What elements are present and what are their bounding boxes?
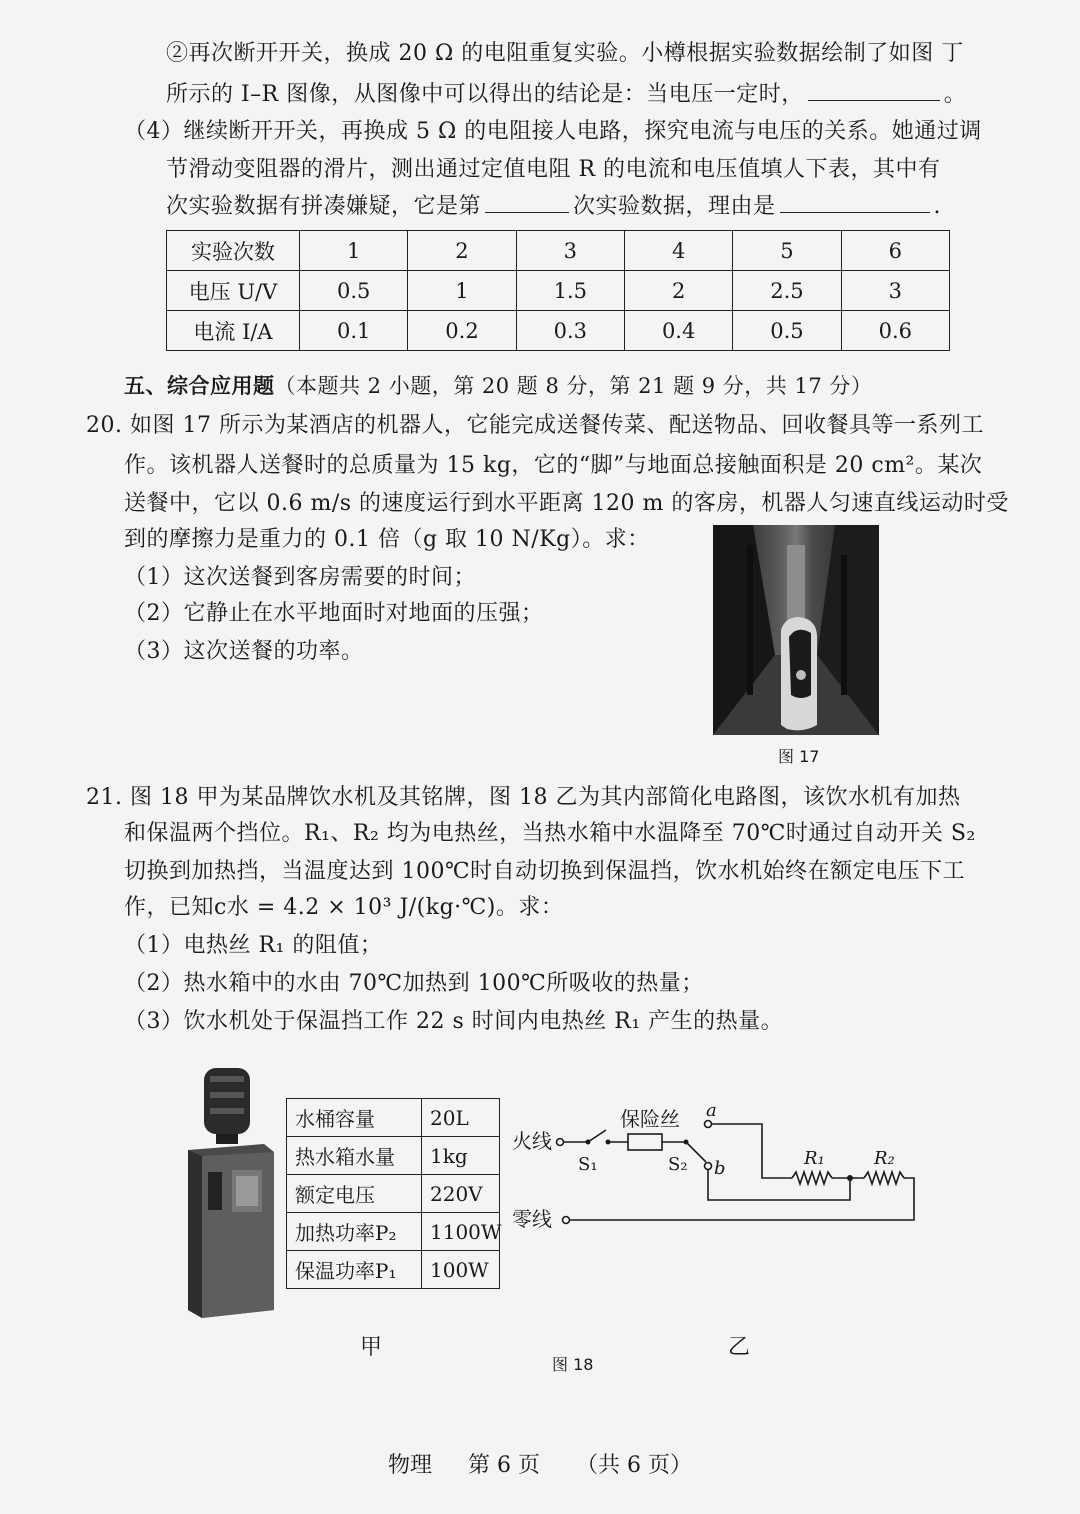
table-row-header: 实验次数 (167, 231, 300, 271)
q4-line3-mid: 次实验数据，理由是 (573, 194, 776, 219)
q4-line3-end: . (933, 194, 942, 219)
q21-subq2: （2）热水箱中的水由 70℃加热到 100℃所吸收的热量； (124, 971, 704, 996)
table-cell: 1 (300, 231, 408, 271)
contact-a (705, 1121, 712, 1128)
q19-text-line1: ②再次断开开关，换成 20 Ω 的电阻重复实验。小樽根据实验数据绘制了如图 丁 (166, 41, 964, 66)
table-row (287, 1213, 500, 1251)
table-cell: 2 (408, 231, 516, 271)
q19-text-line2 (166, 78, 966, 111)
table-cell: 0.5 (300, 271, 408, 311)
q4-line3-pre: 次实验数据有拼凑嫌疑，它是第 (166, 194, 482, 219)
q21-text-line3: 切换到加热挡，当温度达到 100℃时自动切换到保温挡，饮水机始终在额定电压下工 (124, 859, 966, 884)
section-title-text: 五、综合应用题 (124, 374, 275, 398)
table-row (167, 231, 950, 271)
s1-label: S₁ (578, 1154, 598, 1175)
spec-key: 额定电压 (287, 1175, 422, 1213)
section-note: （本题共 2 小题，第 20 题 8 分，第 21 题 9 分，共 17 分） (274, 374, 873, 398)
q4-text-line3 (166, 190, 941, 223)
q21-subq1: （1）电热丝 R₁ 的阻值； (124, 933, 383, 958)
resistor-r2 (864, 1172, 904, 1184)
q4-text-line1: （4）继续断开开关，再换成 5 Ω 的电阻接人电路，探究电流与电压的关系。她通过调 (124, 119, 982, 144)
answer-blank[interactable] (808, 78, 940, 101)
contact-b-label: b (714, 1158, 726, 1179)
q20-subq1: （1）这次送餐到客房需要的时间； (124, 565, 476, 590)
q20-subq3: （3）这次送餐的功率。 (124, 639, 364, 664)
figure17-caption: 图 17 (778, 747, 820, 766)
table-row (167, 271, 950, 311)
robot-image (713, 525, 879, 735)
fuse-symbol (628, 1134, 662, 1150)
page-footer (0, 1448, 1080, 1479)
experiment-data-table (166, 230, 950, 351)
switch-s2 (686, 1142, 706, 1162)
table-cell: 6 (841, 231, 949, 271)
neutral-wire-label: 零线 (512, 1207, 552, 1230)
water-dispenser-image (180, 1062, 280, 1322)
table-cell: 3 (516, 231, 624, 271)
q20-text-line2: 作。该机器人送餐时的总质量为 15 kg，它的“脚”与地面总接触面积是 20 cm²。某次 (124, 453, 983, 478)
q21-text-line4: 作，已知c水 = 4.2 × 10³ J/(kg·℃)。求： (124, 895, 564, 920)
spec-nameplate-table (286, 1098, 500, 1289)
spec-value: 1kg (422, 1137, 500, 1175)
q21-text-line2: 和保温两个挡位。R₁、R₂ 均为电热丝，当热水箱中水温降至 70℃时通过自动开关 S₂ (124, 821, 976, 846)
table-cell: 5 (733, 231, 841, 271)
label-yi: 乙 (728, 1335, 751, 1360)
switch-s1 (588, 1130, 606, 1142)
table-row (287, 1175, 500, 1213)
contact-a-label: a (706, 1100, 717, 1121)
table-row-header: 电压 U/V (167, 271, 300, 311)
table-row (167, 311, 950, 351)
figure18-caption: 图 18 (552, 1355, 594, 1374)
table-cell: 0.2 (408, 311, 516, 351)
q20-subq2: （2）它静止在水平地面时对地面的压强； (124, 601, 544, 626)
q20-text-line1: 20. 如图 17 所示为某酒店的机器人，它能完成送餐传菜、配送物品、回收餐具等一系列工 (86, 413, 984, 438)
q21-text-line1: 21. 图 18 甲为某品牌饮水机及其铭牌，图 18 乙为其内部简化电路图，该饮水机有加热 (86, 785, 961, 810)
footer-subject: 物理 (388, 1453, 433, 1478)
table-cell: 4 (624, 231, 732, 271)
q20-text-line4: 到的摩擦力是重力的 0.1 倍（g 取 10 N/Kg）。求： (124, 527, 650, 552)
spec-value: 20L (422, 1099, 500, 1137)
table-row (287, 1137, 500, 1175)
resistor-r1 (792, 1172, 832, 1184)
table-row (287, 1251, 500, 1289)
table-cell: 2 (624, 271, 732, 311)
live-wire-label: 火线 (512, 1129, 552, 1153)
spec-key: 水桶容量 (287, 1099, 422, 1137)
q21-subq3: （3）饮水机处于保温挡工作 22 s 时间内电热丝 R₁ 产生的热量。 (124, 1009, 784, 1034)
spec-value: 1100W (422, 1213, 500, 1251)
spec-value: 100W (422, 1251, 500, 1289)
table-row (287, 1099, 500, 1137)
answer-blank[interactable] (485, 190, 569, 213)
section-title (124, 370, 872, 402)
table-cell: 2.5 (733, 271, 841, 311)
table-cell: 0.4 (624, 311, 732, 351)
neutral-terminal (563, 1217, 570, 1224)
table-cell: 0.5 (733, 311, 841, 351)
table-cell: 1.5 (516, 271, 624, 311)
q20-text-line3: 送餐中，它以 0.6 m/s 的速度运行到水平距离 120 m 的客房，机器人匀速直线运动时受 (124, 491, 1009, 516)
table-cell: 0.3 (516, 311, 624, 351)
answer-blank[interactable] (780, 190, 930, 213)
contact-b (705, 1163, 712, 1170)
robot-photo (713, 525, 879, 735)
spec-key: 保温功率P₁ (287, 1251, 422, 1289)
table-cell: 1 (408, 271, 516, 311)
spec-key: 热水箱水量 (287, 1137, 422, 1175)
s2-label: S₂ (668, 1154, 688, 1175)
spec-value: 220V (422, 1175, 500, 1213)
table-cell: 3 (841, 271, 949, 311)
circuit-diagram (508, 1096, 928, 1230)
label-jia: 甲 (360, 1335, 383, 1360)
q4-text-line2: 节滑动变阻器的滑片，测出通过定值电阻 R 的电流和电压值填人下表，其中有 (166, 157, 941, 182)
live-terminal (557, 1139, 564, 1146)
q19-line2-text: 所示的 I–R 图像，从图像中可以得出的结论是：当电压一定时， (166, 82, 804, 107)
table-cell: 0.6 (841, 311, 949, 351)
spec-key: 加热功率P₂ (287, 1213, 422, 1251)
footer-page: 第 6 页 (468, 1453, 540, 1478)
fuse-label: 保险丝 (620, 1107, 680, 1131)
table-cell: 0.1 (300, 311, 408, 351)
r1-label: R₁ (804, 1148, 825, 1169)
r2-label: R₂ (874, 1148, 895, 1169)
footer-total: （共 6 页） (576, 1453, 692, 1478)
table-row-header: 电流 I/A (167, 311, 300, 351)
q19-line2-end: 。 (943, 82, 967, 107)
